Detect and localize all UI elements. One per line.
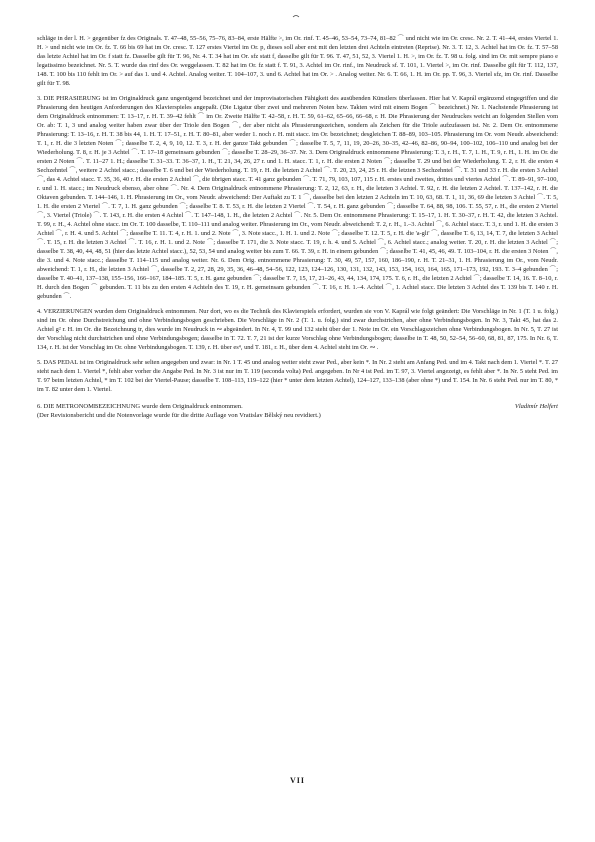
revision-note: (Der Revisionsbericht und die Notenvorlage wurde für die dritte Auflage von Vratislav Bělský neu revidiert.) [37, 412, 321, 419]
closing-block [37, 402, 558, 420]
metronome-line [37, 402, 558, 411]
page-mark-icon [292, 14, 300, 20]
page-number: VII [289, 776, 305, 785]
author-signature: Vladimír Helfert [514, 403, 558, 410]
paragraph-dynamics-continued: schläge in der l. H. > gegenüber fz des Originals. T. 47–48, 55–56, 75–76, 83–84, erste Hälfte >, im Or. rinf. T. 45–46, 53–54, 73–74, 81–82 ⌒ und nicht wie im Or. cresc. Nr. 2. T. 41–44, erstes Viertel 1. H. > und nicht wie im Or. fz. T. 66 bis 69 hat im Or. cresc. T. 127 erstes Viertel im Or. p, dieses soll aber erst mit den letzten drei Achteln eintreten (Reprise). Nr. 3. T. 12, 3. Achtel hat im Or. fz. T. 57–58 das letzte Achtel hat im Or. f statt fz. Dasselbe gilt für T. 96, Nr. 4. T. 34 hat im Or. sfz statt f, dasselbe gilt für T. 96. T. 47, 51, 52, 3. Viertel 1. H. >, im Or. fz. T. 98 u. folg. sind im Or. mit sempre piano e legatissimo bezeichnet. Nr. 5. T. wurde das rinf des Or. weggelassen. T. 82 hat im Or. fz statt f. T. 91, 3. Achtel im Or. rinf., im Neudruck sf. T. 101, 1. Viertel >, im Or. rinf. Dasselbe gilt für T. 112, 137, 148. T. 100 bis 110 fehlt im Or. > auf das 1. und 4. Achtel. Analog weiter. T. 104–107, 3. und 6. Achtel hat im Or. > . Analog weiter. Nr. 6. T. 66, 1. H. im Or. pp. T. 96, 3. Viertel sfz, im Or. rinf. Dasselbe gilt für T. 98. [37, 35, 558, 87]
paragraph-ornaments: 4. VERZIERUNGEN wurden dem Originaldruck entnommen. Nur dort, wo es die Technik des Klavierspiels erfordert, wurden sie von V. Kaprál wie folgt geändert: Die Vorschläge in Nr. 1 (T. 1 u. folg.) sind im Or. ohne Durchstreichung und ohne Verbindungsbogen geschrieben. Die Vorschläge in Nr. 2 (T. 1. u. folg.) sind zwar durchstrichen, aber ohne Verbindungsbogen. In Nr. 3, Takt 45, hat das 2. Achtel g² r. H. im Or. die Bezeichnung tr, dies wurde im Neudruck in ∾ abgeändert. In Nr. 4, T. 99 und 132 steht über der 1. Note im Or. ein Vorschlagszeichen ohne Verbindungsbogen. In Nr. 5, T. 27 ist der Vorschlag nicht durchstrichen und ohne Verbindungsbogen; dasselbe in T. 72. T. 7, 21 ist der kurze Vorschlag ohne Verbindungsbogen; dasselbe in T. 48, 50, 52–54, 56–60, 68, 81, 87, 175. In Nr. 6, T. 134, r. H. ist der Vorschlag im Or. ohne Verbindungsbogen. T. 139, r. H. über es⁴, und T. 181, r. H., über dem 4. Achtel steht im Or. ∾ . [37, 308, 558, 351]
paragraph-phrasing: 3. DIE PHRASIERUNG ist im Originaldruck ganz ungenügend bezeichnet und der improvisatorischen Fähigkeit des ausübenden Künstlers überlassen. Hier hat V. Kaprál ergänzend eingegriffen und die Phrasierung den heutigen Anforderungen des Klavierspieles angepaßt. (Die Ligatur über zwei und mehreren Noten bzw. Takten wird mit einem Bogen ⌒ bezeichnet.) Nr. 1. Nachstende Phrasierung ist dem Originaldruck entnommen: T. 13–17, r. H. T. 39–42 fehlt ⌒ im Or. Zweite Hälfte T. 42–58, r. H. T. 59, 61–62, 65–66, 66–68, r. H. Die Phrasierung der Neudruckes weicht an folgenden Stellen vom Or. ab: T. 1, 3 und analog weiter haben zwar über der Triole den Bogen ⌒, der aber nicht als Phrasierungszeichen, sondern als Zeichen für die Triole aufzufassen ist. Nr. 2. Dem Or. entnommene Phrasierung: T. 13–16, r. H. T. 38 bis 44, 1. H. T. 17–51, r. H. T. 80–81, aber weder 1. noch r. H. mit stacc. im Or. bezeichnet; desgleichen T. 88–89, 103–105. Phrasierung im Or. vom Neudr. abweichend: T. 1, r. H. die 3 letzten Noten ⌒; dasselbe T. 2, 4, 9, 10, 12. T. 3, r. H. der ganze Takt gebunden ⌒; dasselbe T. 5, 7, 11, 19, 20–26, 30–35, 42–46, 82–86, 90–94, 100–102, 106–110 und analog bei der Wiederholung. T. 8, r. H. je 3 Achtel ⌒. T. 17–18 gemeinsam gebunden ⌒; dasselbe T. 28–29, 36–37. Nr. 3. Dem Originaldruck entnommene Phrasierung: T. 3, r. H., T. 7, 1. H., T. 9, r. H., 1. H. im Or. die ersten 2 Noten ⌒. T. 11–27 1. H.; dasselbe T. 31–33. T. 36–37, 1. H., T. 21, 34, 26, 27 r. und 1. H. stacc. T. 1, r. H. die ersten 2 Noten ⌒; dasselbe T. 29 und bei der Wiederholung. T. 2, r. H. die ersten 4 Sechzehntel ⌒, weitere 2 Achtel stacc.; dasselbe T. 6 und bei der Wiederholung. T. 19, r. H. die letzten 2 Achtel ⌒. T. 20, 23, 24, 25 r. H. die letzten 3 Sechzehntel ⌒. T. 31 und 33 r. H. die ersten 3 Achtel ⌒, das 4. Achtel stacc. T. 35, 36, 40 r. H. die ersten 2 Achtel ⌒, die übrigen stacc. T. 41 ganz gebunden ⌒. T. 71, 79, 103, 107, 115 r. H. erstes und zweites, drittes und viertes Achtel ⌒. T. 89–91, 97–100, r. und 1. H. stacc.; im Neudruck ebenso, aber ohne ⌒. Nr. 4. Dem Originaldruck entnommene Phrasierung: T. 2, 12, 63, r. H., die letzten 3 Achtel. T. 92, r. H. die letzten 2 Achtel. T. 137–142, r. H. die Oktaven gebunden. T. 144–146, 1. H. Phrasierung im Or., vom Neudr. abweichend: Der Auftakt zu T. 1 ⌒, dasselbe bei den letzten 2 Achteln im T. 10, 63, 68. T. 1, 11, 36, 69 die letzten 3 Achtel ⌒. T. 5, 1. H. die ersten 2 Viertel ⌒. T. 7, 1. H. ganz gebunden ⌒; dasselbe T. 8. T. 53, r. H. die letzten 2 Viertel ⌒. T. 54, r. H. ganz gebunden ⌒; dasselbe T. 64, 88, 98, 106. T. 55, 57, r. H., die ersten 2 Viertel ⌒, 3. Viertel (Triole) ⌒. T. 143, r. H. die ersten 4 Achtel ⌒. T. 147–148, 1. H., die letzten 2 Achtel ⌒. Nr. 5. Dem Or. entnommene Phrasierung: T. 15–17, 1. H. T. 30–37, r. H. T. 42, die letzten 3 Achtel. T. 99, r. H., 4. Achtel ohne stacc. im Or. T. 100 dasselbe, T. 110–111 und analog weiter. Phrasierung im Or., vom Neudr. abweichend: T. 2, r. H., 1.–3. Achtel ⌒, 6. Achtel stacc. T. 3, r. und 1. H. die ersten 3 Achtel ⌒, r. H. 4. und 5. Achtel ⌒; dasselbe T. 11. T. 4, r. H. 1. und 2. Note ⌒, 3. Note stacc., 1. H. 1. und 2. Note ⌒; dasselbe T. 12. T. 5, r. H. die 'a-gli' ⌒, dasselbe T. 6, 13, 14, T. 7, die letzten 3 Achtel ⌒. T. 15, r. H. die letzten 3 Achtel ⌒. T. 16, r. H. 1. und 2. Note ⌒; dasselbe T. 171, die 3. Note stacc. T. 19, r. h. 4. und 5. Achtel ⌒, 6. Achtel stacc.; analog weiter. T. 20, r. H. die letzten 3 Achtel ⌒; dasselbe T. 38, 40, 44, 48, 51 (hier das letzte Achtel stacc.), 52, 53, 54 und analog weiter bis zum T. 66. T. 39, r. H. in einem gebunden ⌒; dasselbe T. 41, 45, 46, 49. T. 103–104, r. H. die ersten 3 Noten ⌒, die 3. und 4. Note stacc.; dasselbe T. 114–115 und analog weiter. Nr. 6. Dem Orig. entnommene Phrasierung: T. 30, 49, 57, 157, 160, 186–190, r. H. T. 21–31, 1. H. Phrasierung im Or., vom Neudr. abweichend: T. 1, r. H., die letzten 3 Achtel ⌒, dasselbe T. 2, 27, 28, 29, 35, 36, 46–48, 54–56, 122, 123, 124–126, 130, 131, 132, 143, 153, 154, 163, 164, 165, 171–173, 192, 193. T. 3–4 gebunden ⌒; dasselbe T. 40–41, 137–138, 155–156, 166–167, 184–185. T. 5, r. H. ganz gebunden ⌒; dasselbe T. 7, 15, 17, 21–26, 43, 44, 134, 174, 175. T. 6, r. H., die letzten 2 Achtel ⌒; dasselbe T. 14, 16. T. 8–10, r. H. durch den Bogen ⌒ gebunden. T. 11 bis zu den ersten 4 Achteln des T. 19, r. H. gemeinsam gebunden ⌒. T. 16, r. H. 1.–4. Achtel ⌒, 1. Achtel stacc. Die letzten 3 Achtel des T. 139 bis T. 140 r. H. gebunden ⌒. [37, 95, 558, 300]
revision-report-page [37, 34, 558, 420]
paragraph-metronome: 6. DIE METRONOMBEZEICHNUNG wurde dem Originaldruck entnommen. [37, 403, 243, 410]
paragraph-pedal: 5. DAS PEDAL ist im Originaldruck sehr selten angegeben und zwar: in Nr. 1 T. 45 und analog weiter steht zwar Ped., aber kein *. In Nr. 2 steht am Anfang Ped. und im 4. Takt nach dem 1. Viertel *. T. 27 steht nach dem 1. Viertel *, fehlt aber vorher die Angabe Ped. In Nr. 3 ist nur im T. 119 (seconda volta) Ped. angegeben. In Nr 4 ist Ped. im T. 97, 3. Viertel angezeigt, es fehlt aber *. In Nr. 5 steht Ped. im T. 97 beim letzten Achtel, * im T. 102 bei der Viertel-Pause; dasselbe T. 108–113, 119–122 (hier * unter dem letzten Achtel), 124–127, 133–138 (aber ohne *) und T. 154. In Nr. 6 steht Ped. nur im T. 80, * im T. 82 unter dem 1. Viertel. [37, 359, 558, 393]
